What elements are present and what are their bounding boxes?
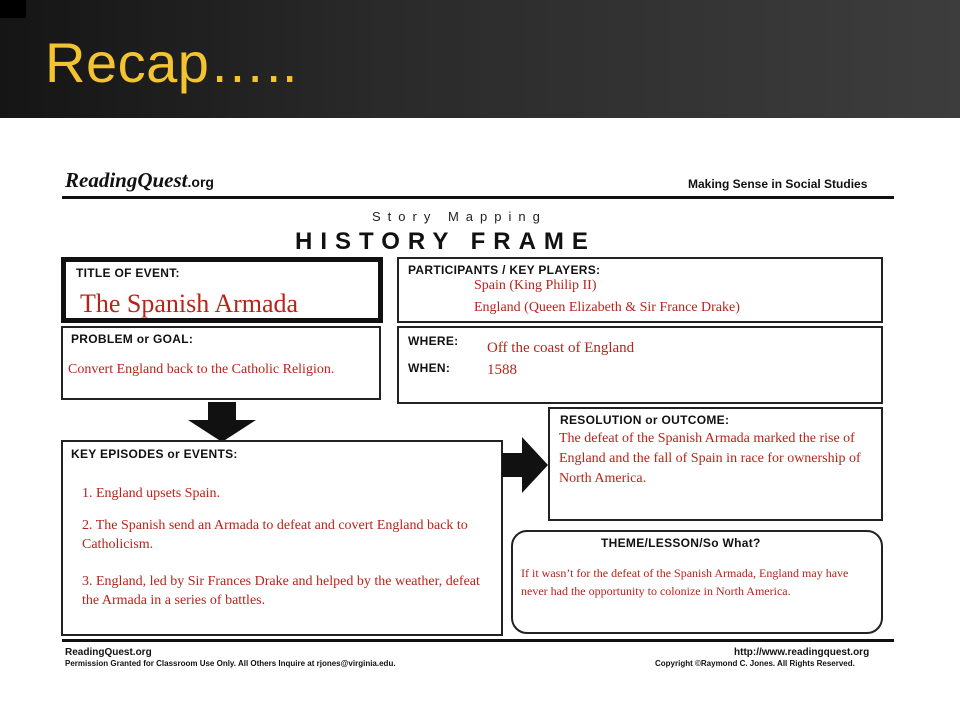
where-when-box bbox=[397, 326, 883, 404]
story-mapping-subtitle: Story Mapping bbox=[372, 209, 547, 224]
arrow-right-icon bbox=[502, 437, 550, 493]
slide-header bbox=[0, 0, 960, 118]
problem-goal-label: PROBLEM or GOAL: bbox=[71, 332, 194, 346]
top-rule bbox=[62, 196, 894, 199]
problem-goal-box bbox=[61, 326, 381, 400]
where-value: Off the coast of England bbox=[487, 340, 635, 356]
episode-3: 3. England, led by Sir Frances Drake and helped by the weather, defeat the Armada in a series of battles. bbox=[82, 574, 480, 608]
arrow-down-icon bbox=[186, 402, 258, 442]
when-value: 1588 bbox=[487, 362, 517, 378]
episode-2: 2. The Spanish send an Armada to defeat and covert England back to Catholicism. bbox=[82, 518, 468, 552]
theme-lesson-box bbox=[511, 530, 883, 634]
resolution-label: RESOLUTION or OUTCOME: bbox=[560, 413, 730, 427]
footer-permission: Permission Granted for Classroom Use Only. All Others Inquire at rjones@virginia.edu. bbox=[65, 659, 396, 668]
corner-mark bbox=[0, 0, 26, 18]
footer-left-title: ReadingQuest.org bbox=[65, 647, 152, 658]
theme-lesson-label: THEME/LESSON/So What? bbox=[601, 536, 761, 550]
resolution-box bbox=[548, 407, 883, 521]
bottom-rule bbox=[62, 639, 894, 642]
participant-england: England (Queen Elizabeth & Sir France Drake) bbox=[474, 300, 740, 315]
where-label: WHERE: bbox=[408, 334, 459, 348]
problem-goal-value: Convert England back to the Catholic Religion. bbox=[68, 362, 335, 377]
event-title: The Spanish Armada bbox=[80, 289, 299, 318]
slide-title: Recap….. bbox=[45, 31, 298, 94]
theme-lesson-value: If it wasn’t for the defeat of the Spanish Armada, England may have never had the opportunity to colonize in North America. bbox=[521, 566, 849, 598]
title-of-event-box bbox=[61, 257, 383, 323]
history-frame-title: HISTORY FRAME bbox=[295, 228, 596, 255]
episode-1: 1. England upsets Spain. bbox=[82, 486, 221, 501]
key-episodes-label: KEY EPISODES or EVENTS: bbox=[71, 447, 238, 461]
footer-copyright: Copyright ©Raymond C. Jones. All Rights Reserved. bbox=[655, 659, 855, 668]
footer-url: http://www.readingquest.org bbox=[734, 647, 870, 658]
participants-label: PARTICIPANTS / KEY PLAYERS: bbox=[408, 263, 601, 277]
title-of-event-label: TITLE OF EVENT: bbox=[76, 266, 180, 280]
participants-box bbox=[397, 257, 883, 323]
when-label: WHEN: bbox=[408, 361, 451, 375]
tagline: Making Sense in Social Studies bbox=[688, 177, 868, 191]
participant-spain: Spain (King Philip II) bbox=[474, 278, 597, 293]
key-episodes-box bbox=[61, 440, 503, 636]
readingquest-logo: ReadingQuest.org bbox=[65, 168, 214, 192]
resolution-value: The defeat of the Spanish Armada marked the rise of England and the fall of Spain in race for ownership of North America. bbox=[559, 431, 861, 486]
